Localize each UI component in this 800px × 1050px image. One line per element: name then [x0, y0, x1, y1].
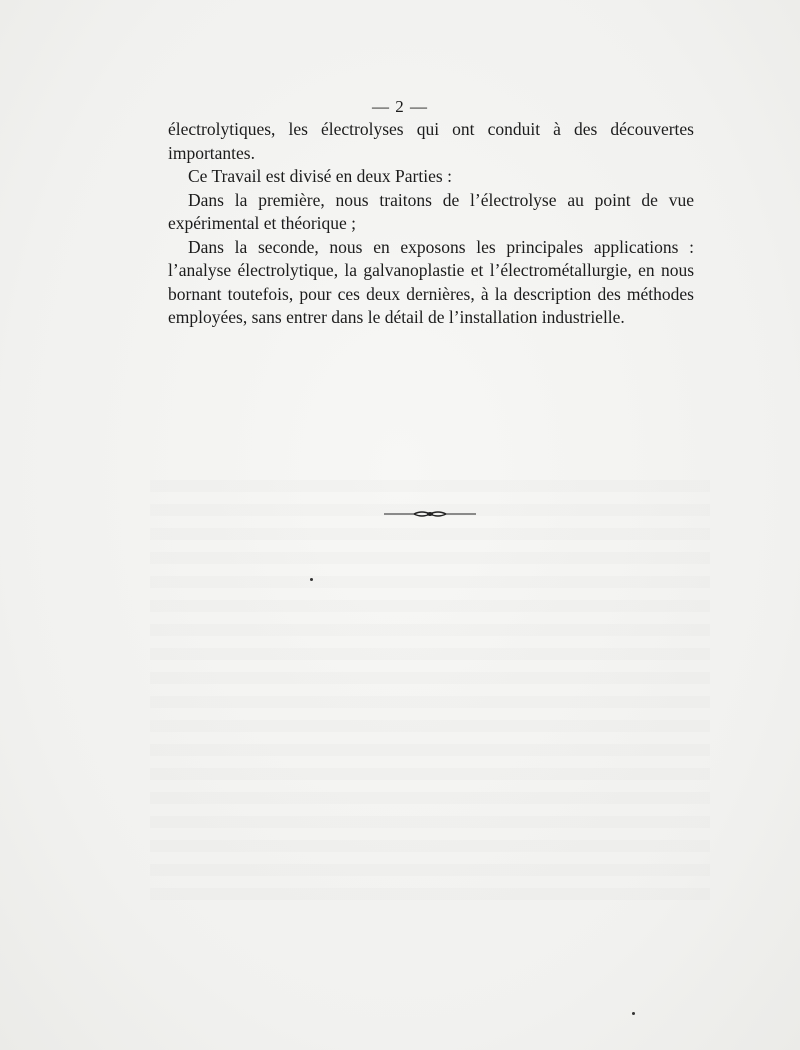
bleed-through-shadow: [150, 480, 710, 900]
paragraph-first-part: Dans la première, nous traitons de l’électrolyse au point de vue expérimental et théorique ;: [168, 189, 694, 233]
speck-mark: [632, 1012, 635, 1015]
paragraph-continuation: électrolytiques, les électrolyses qui ont conduit à des découvertes importantes.: [168, 119, 694, 163]
body-text: [168, 118, 694, 330]
ornamental-rule-icon: [384, 508, 476, 520]
paragraph-second-part: Dans la seconde, nous en exposons les principales applications : l’analyse électrolytique, la galvanoplastie et l’électrométallurgie, en nous bornant toutefois, pour ces deux dernières, à la description des méthodes employées, sans entrer dans le détail de l’installation industrielle.: [168, 236, 694, 327]
speck-mark: [310, 578, 313, 581]
page-number: — 2 —: [372, 97, 428, 116]
paragraph-parts: Ce Travail est divisé en deux Parties :: [188, 166, 452, 186]
